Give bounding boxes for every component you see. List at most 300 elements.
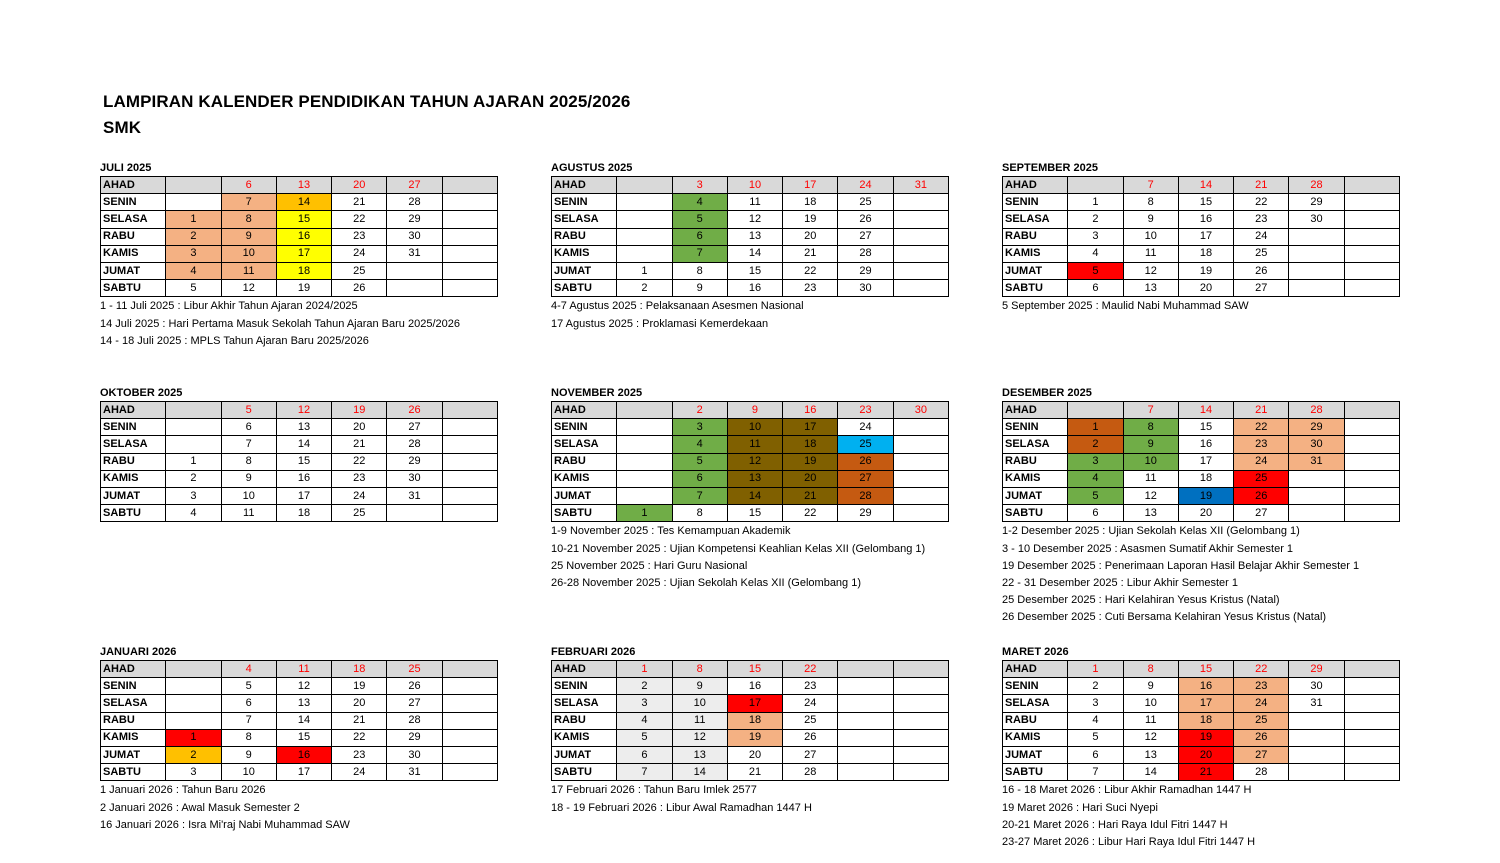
date-cell: 29 [1289, 194, 1344, 211]
date-cell: 13 [1123, 746, 1178, 763]
date-cell: 1 [617, 262, 672, 279]
month-table [100, 176, 498, 297]
week-day-row [101, 436, 498, 453]
document-subtitle: SMK [103, 118, 142, 137]
date-cell: 23 [1234, 678, 1289, 695]
week-day-row [552, 194, 949, 211]
week-day-row [552, 177, 949, 194]
date-cell [838, 712, 893, 729]
date-cell: 29 [838, 262, 893, 279]
day-name-cell: SABTU [101, 280, 166, 297]
date-cell: 21 [1234, 402, 1289, 419]
date-cell: 7 [1068, 764, 1123, 781]
date-cell: 4 [166, 262, 221, 279]
date-cell: 15 [276, 729, 331, 746]
date-cell: 28 [1289, 177, 1344, 194]
date-cell [442, 487, 497, 504]
week-day-row [101, 262, 498, 279]
date-cell: 16 [727, 678, 782, 695]
week-day-row [552, 505, 949, 522]
date-cell: 1 [166, 729, 221, 746]
date-cell [1289, 505, 1344, 522]
day-name-cell: JUMAT [1003, 262, 1068, 279]
week-day-row [1003, 487, 1400, 504]
week-day-row [552, 262, 949, 279]
date-cell: 22 [783, 262, 838, 279]
date-cell [617, 228, 672, 245]
day-name-cell: SENIN [101, 419, 166, 436]
date-cell: 2 [617, 678, 672, 695]
date-cell: 23 [1234, 211, 1289, 228]
day-name-cell: SABTU [552, 764, 617, 781]
week-day-row [101, 211, 498, 228]
event-note: 20-21 Maret 2026 : Hari Raya Idul Fitri 1447 H [1002, 818, 1228, 831]
week-day-row [552, 764, 949, 781]
date-cell: 28 [838, 487, 893, 504]
event-note: 25 November 2025 : Hari Guru Nasional [551, 559, 748, 572]
date-cell [442, 470, 497, 487]
day-name-cell: SELASA [552, 436, 617, 453]
date-cell: 10 [221, 487, 276, 504]
day-name-cell: SELASA [552, 211, 617, 228]
month-notes [1002, 523, 1400, 626]
date-cell: 17 [727, 695, 782, 712]
date-cell [1344, 505, 1399, 522]
date-cell: 4 [617, 712, 672, 729]
date-cell: 1 [1068, 194, 1123, 211]
date-cell: 7 [221, 194, 276, 211]
day-name-cell: RABU [1003, 228, 1068, 245]
date-cell [1289, 746, 1344, 763]
date-cell [1289, 262, 1344, 279]
date-cell: 24 [332, 245, 387, 262]
day-name-cell: AHAD [1003, 402, 1068, 419]
month-notes [100, 298, 498, 350]
week-day-row [101, 712, 498, 729]
date-cell: 19 [276, 280, 331, 297]
date-cell: 28 [838, 245, 893, 262]
event-note: 14 - 18 Juli 2025 : MPLS Tahun Ajaran Baru 2025/2026 [100, 334, 369, 347]
date-cell [893, 453, 948, 470]
week-day-row [1003, 228, 1400, 245]
date-cell [838, 764, 893, 781]
date-cell: 23 [332, 746, 387, 763]
week-day-row [101, 661, 498, 678]
date-cell: 22 [783, 505, 838, 522]
date-cell: 15 [1178, 419, 1233, 436]
date-cell: 29 [387, 729, 442, 746]
date-cell: 26 [332, 280, 387, 297]
date-cell: 17 [783, 177, 838, 194]
date-cell: 19 [727, 729, 782, 746]
day-name-cell: AHAD [1003, 177, 1068, 194]
date-cell: 22 [332, 453, 387, 470]
day-name-cell: SELASA [1003, 211, 1068, 228]
date-cell: 8 [221, 453, 276, 470]
week-day-row [1003, 764, 1400, 781]
month-table [551, 176, 949, 297]
month-notes [551, 782, 949, 816]
month-block [551, 161, 949, 333]
date-cell [893, 487, 948, 504]
week-day-row [101, 470, 498, 487]
day-name-cell: KAMIS [552, 729, 617, 746]
date-cell [893, 678, 948, 695]
date-cell: 5 [1068, 487, 1123, 504]
day-name-cell: SENIN [101, 678, 166, 695]
date-cell [838, 695, 893, 712]
date-cell: 12 [1123, 262, 1178, 279]
day-name-cell: JUMAT [101, 487, 166, 504]
week-day-row [101, 746, 498, 763]
date-cell [617, 436, 672, 453]
date-cell [1289, 487, 1344, 504]
date-cell: 24 [783, 695, 838, 712]
date-cell [838, 746, 893, 763]
date-cell [1068, 177, 1123, 194]
date-cell: 10 [221, 764, 276, 781]
day-name-cell: AHAD [552, 177, 617, 194]
month-notes [551, 523, 949, 592]
date-cell [442, 712, 497, 729]
date-cell: 24 [1234, 453, 1289, 470]
date-cell: 13 [727, 228, 782, 245]
date-cell: 21 [332, 712, 387, 729]
day-name-cell: SELASA [101, 695, 166, 712]
date-cell [1344, 746, 1399, 763]
date-cell: 8 [1123, 194, 1178, 211]
week-day-row [1003, 436, 1400, 453]
date-cell: 11 [727, 436, 782, 453]
month-block [100, 161, 498, 350]
date-cell: 19 [1178, 262, 1233, 279]
date-cell [1344, 453, 1399, 470]
date-cell: 11 [1123, 712, 1178, 729]
date-cell: 27 [838, 228, 893, 245]
month-title: OKTOBER 2025 [100, 387, 183, 399]
date-cell: 30 [387, 228, 442, 245]
date-cell [1344, 661, 1399, 678]
date-cell: 11 [221, 262, 276, 279]
month-block [551, 645, 949, 817]
date-cell: 3 [672, 419, 727, 436]
date-cell [1289, 470, 1344, 487]
date-cell: 16 [1178, 678, 1233, 695]
date-cell: 9 [727, 402, 782, 419]
date-cell [893, 262, 948, 279]
day-name-cell: RABU [101, 228, 166, 245]
date-cell: 8 [1123, 419, 1178, 436]
day-name-cell: AHAD [101, 402, 166, 419]
date-cell [1344, 470, 1399, 487]
date-cell: 25 [387, 661, 442, 678]
date-cell: 27 [783, 746, 838, 763]
date-cell: 21 [1178, 764, 1233, 781]
month-block [1002, 161, 1400, 316]
date-cell: 25 [332, 505, 387, 522]
date-cell: 3 [617, 695, 672, 712]
date-cell: 12 [276, 678, 331, 695]
month-table [551, 660, 949, 781]
date-cell: 21 [727, 764, 782, 781]
date-cell: 9 [1123, 211, 1178, 228]
date-cell: 12 [1123, 487, 1178, 504]
date-cell [893, 194, 948, 211]
date-cell [893, 695, 948, 712]
date-cell: 4 [1068, 245, 1123, 262]
date-cell: 21 [783, 487, 838, 504]
date-cell [617, 211, 672, 228]
week-day-row [101, 228, 498, 245]
date-cell [166, 194, 221, 211]
date-cell: 25 [1234, 470, 1289, 487]
event-note: 3 - 10 Desember 2025 : Asasmen Sumatif Akhir Semester 1 [1002, 542, 1294, 555]
date-cell: 17 [1178, 695, 1233, 712]
week-day-row [552, 436, 949, 453]
date-cell: 31 [387, 487, 442, 504]
date-cell [387, 505, 442, 522]
month-table [551, 401, 949, 522]
date-cell [442, 764, 497, 781]
date-cell: 16 [1178, 436, 1233, 453]
date-cell: 22 [1234, 194, 1289, 211]
date-cell: 13 [1123, 280, 1178, 297]
month-title: DESEMBER 2025 [1002, 387, 1092, 399]
date-cell: 12 [727, 211, 782, 228]
date-cell: 14 [1178, 402, 1233, 419]
date-cell [1344, 712, 1399, 729]
date-cell: 25 [783, 712, 838, 729]
week-day-row [1003, 402, 1400, 419]
date-cell: 16 [727, 280, 782, 297]
month-notes [100, 782, 498, 834]
date-cell: 30 [1289, 436, 1344, 453]
date-cell: 11 [727, 194, 782, 211]
week-day-row [1003, 505, 1400, 522]
date-cell [617, 470, 672, 487]
day-name-cell: SABTU [1003, 764, 1068, 781]
date-cell: 25 [838, 194, 893, 211]
date-cell [1344, 280, 1399, 297]
date-cell: 19 [783, 211, 838, 228]
date-cell: 19 [332, 678, 387, 695]
event-note: 26-28 November 2025 : Ujian Sekolah Kelas XII (Gelombang 1) [551, 576, 862, 589]
date-cell [442, 661, 497, 678]
date-cell [1344, 228, 1399, 245]
date-cell: 12 [672, 729, 727, 746]
date-cell [893, 436, 948, 453]
month-block [1002, 386, 1400, 626]
day-name-cell: JUMAT [101, 746, 166, 763]
date-cell: 6 [1068, 505, 1123, 522]
date-cell [1344, 245, 1399, 262]
date-cell: 14 [672, 764, 727, 781]
day-name-cell: AHAD [101, 177, 166, 194]
date-cell: 31 [387, 764, 442, 781]
day-name-cell: SABTU [101, 505, 166, 522]
date-cell: 22 [332, 211, 387, 228]
day-name-cell: AHAD [101, 661, 166, 678]
date-cell: 30 [1289, 678, 1344, 695]
week-day-row [1003, 678, 1400, 695]
date-cell: 10 [672, 695, 727, 712]
month-notes [1002, 782, 1400, 851]
day-name-cell: RABU [101, 453, 166, 470]
week-day-row [552, 487, 949, 504]
date-cell: 10 [1123, 695, 1178, 712]
date-cell [893, 470, 948, 487]
date-cell: 17 [276, 245, 331, 262]
date-cell: 30 [1289, 211, 1344, 228]
date-cell [1344, 695, 1399, 712]
week-day-row [552, 470, 949, 487]
week-day-row [101, 419, 498, 436]
week-day-row [1003, 729, 1400, 746]
date-cell [166, 436, 221, 453]
week-day-row [1003, 712, 1400, 729]
date-cell: 20 [783, 228, 838, 245]
date-cell: 2 [166, 470, 221, 487]
date-cell: 4 [672, 194, 727, 211]
month-table [100, 660, 498, 781]
day-name-cell: SENIN [1003, 419, 1068, 436]
event-note: 26 Desember 2025 : Cuti Bersama Kelahiran Yesus Kristus (Natal) [1002, 611, 1327, 624]
event-note: 2 Januari 2026 : Awal Masuk Semester 2 [100, 801, 300, 814]
date-cell: 29 [838, 505, 893, 522]
date-cell: 4 [1068, 712, 1123, 729]
date-cell: 17 [1178, 228, 1233, 245]
day-name-cell: SENIN [1003, 678, 1068, 695]
day-name-cell: SENIN [552, 419, 617, 436]
day-name-cell: SENIN [1003, 194, 1068, 211]
date-cell: 20 [727, 746, 782, 763]
month-block [100, 386, 498, 523]
week-day-row [552, 211, 949, 228]
date-cell [166, 661, 221, 678]
date-cell: 22 [1234, 419, 1289, 436]
date-cell: 2 [617, 280, 672, 297]
week-day-row [1003, 453, 1400, 470]
date-cell: 8 [221, 729, 276, 746]
date-cell: 4 [166, 505, 221, 522]
date-cell: 26 [783, 729, 838, 746]
date-cell: 18 [276, 505, 331, 522]
date-cell: 18 [1178, 712, 1233, 729]
week-day-row [552, 245, 949, 262]
date-cell: 7 [1123, 402, 1178, 419]
event-note: 23-27 Maret 2026 : Libur Hari Raya Idul Fitri 1447 H [1002, 835, 1256, 848]
date-cell: 30 [387, 746, 442, 763]
day-name-cell: JUMAT [552, 262, 617, 279]
event-note: 1 - 11 Juli 2025 : Libur Akhir Tahun Ajaran 2024/2025 [100, 300, 358, 313]
date-cell: 12 [1123, 729, 1178, 746]
date-cell [893, 280, 948, 297]
date-cell [166, 712, 221, 729]
date-cell: 7 [221, 712, 276, 729]
date-cell [442, 505, 497, 522]
date-cell [1344, 419, 1399, 436]
date-cell: 23 [838, 402, 893, 419]
date-cell: 10 [1123, 453, 1178, 470]
month-notes [551, 298, 949, 332]
week-day-row [101, 678, 498, 695]
date-cell: 5 [221, 402, 276, 419]
date-cell: 15 [727, 505, 782, 522]
date-cell: 16 [1178, 211, 1233, 228]
date-cell: 22 [1234, 661, 1289, 678]
date-cell: 16 [276, 228, 331, 245]
day-name-cell: RABU [552, 712, 617, 729]
month-title: SEPTEMBER 2025 [1002, 162, 1098, 174]
date-cell: 29 [1289, 661, 1344, 678]
date-cell: 13 [276, 419, 331, 436]
date-cell: 8 [1123, 661, 1178, 678]
date-cell [893, 746, 948, 763]
date-cell: 1 [1068, 661, 1123, 678]
date-cell: 12 [276, 402, 331, 419]
date-cell [1289, 729, 1344, 746]
date-cell: 2 [672, 402, 727, 419]
day-name-cell: KAMIS [1003, 470, 1068, 487]
date-cell: 9 [221, 228, 276, 245]
date-cell: 1 [617, 505, 672, 522]
date-cell: 23 [1234, 436, 1289, 453]
date-cell: 2 [1068, 211, 1123, 228]
date-cell: 23 [783, 678, 838, 695]
date-cell: 21 [332, 436, 387, 453]
day-name-cell: KAMIS [101, 245, 166, 262]
week-day-row [552, 419, 949, 436]
date-cell: 1 [166, 211, 221, 228]
date-cell: 18 [276, 262, 331, 279]
date-cell: 13 [727, 470, 782, 487]
event-note: 16 - 18 Maret 2026 : Libur Akhir Ramadhan 1447 H [1002, 784, 1252, 797]
date-cell: 7 [1123, 177, 1178, 194]
date-cell [387, 280, 442, 297]
date-cell: 23 [783, 280, 838, 297]
date-cell: 27 [838, 470, 893, 487]
month-notes [1002, 298, 1400, 315]
day-name-cell: SENIN [101, 194, 166, 211]
week-day-row [101, 194, 498, 211]
date-cell [1344, 262, 1399, 279]
day-name-cell: KAMIS [1003, 729, 1068, 746]
date-cell: 26 [387, 402, 442, 419]
date-cell: 4 [672, 436, 727, 453]
date-cell: 4 [1068, 470, 1123, 487]
date-cell: 14 [727, 487, 782, 504]
day-name-cell: SELASA [101, 436, 166, 453]
date-cell: 5 [166, 280, 221, 297]
date-cell: 31 [1289, 695, 1344, 712]
date-cell: 5 [672, 453, 727, 470]
date-cell: 5 [221, 678, 276, 695]
date-cell [838, 661, 893, 678]
date-cell: 10 [1123, 228, 1178, 245]
date-cell [838, 678, 893, 695]
date-cell [1289, 712, 1344, 729]
day-name-cell: SENIN [552, 678, 617, 695]
date-cell: 5 [1068, 262, 1123, 279]
date-cell: 2 [166, 746, 221, 763]
date-cell [617, 245, 672, 262]
date-cell [442, 228, 497, 245]
date-cell: 19 [1178, 487, 1233, 504]
date-cell: 18 [1178, 470, 1233, 487]
day-name-cell: KAMIS [101, 729, 166, 746]
date-cell [617, 194, 672, 211]
week-day-row [552, 280, 949, 297]
